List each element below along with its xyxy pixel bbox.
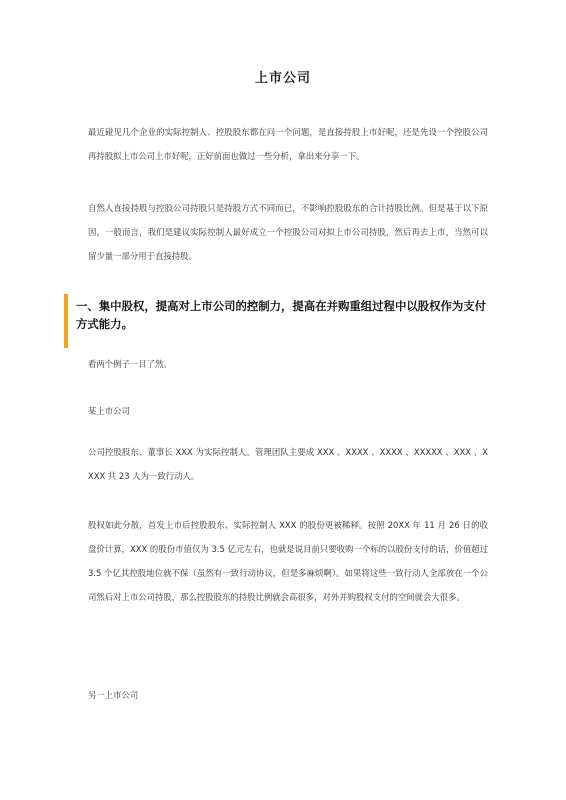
document-title: 上市公司: [254, 71, 311, 86]
intro-paragraph: 最近碰见几个企业的实际控制人、控股股东都在问一个问题，是直接持股上市好呢，还是先设一个控股公司再持股拟上市公司上市好呢，正好前面也做过一些分析，拿出来分享一下。: [88, 127, 488, 161]
example1-title: 某上市公司: [88, 406, 130, 416]
example1-analysis: 股权如此分散，首发上市后控股股东、实际控制人 XXX 的股份更被稀释。按照 20XX 年 11 月 26 日的收盘价计算，XXX 的股份市值仅为 3.5 亿元左右，也就是说目前只要收购一个标的以股份支付的话，价值超过 3.5 个亿其控股地位就不保（虽然有一致行动协议，但是多麻烦啊）。如果将这些一致行动人全部放在一个公司然后对上市公司持股，那么控股股东的持股比例就会高很多，对外并购股权支付的空间就会大很多。: [88, 520, 488, 602]
example2-title: 另一上市公司: [88, 690, 139, 700]
example-intro-line: 看两个例子一目了然。: [88, 359, 172, 369]
section-accent-bar: [64, 294, 68, 348]
example1-paragraph: 公司控股股东、董事长 XXX 为实际控制人。管理团队主要成 XXX 、XXXX 、XXXX 、XXXXX 、XXX 、XXXX 共 23 人为一致行动人。: [88, 447, 488, 481]
reason-paragraph: 自然人直接持股与控股公司持股只是持股方式不同而已，不影响控股股东的合计持股比例。但是基于以下原因，一般而言，我们是建议实际控制人最好成立一个控股公司对拟上市公司持股，然后再去上市，当然可以留少量一部分用于直接持股。: [88, 203, 488, 261]
section-heading: 一、集中股权，提高对上市公司的控制力，提高在并购重组过程中以股权作为支付方式能力。: [76, 299, 487, 331]
